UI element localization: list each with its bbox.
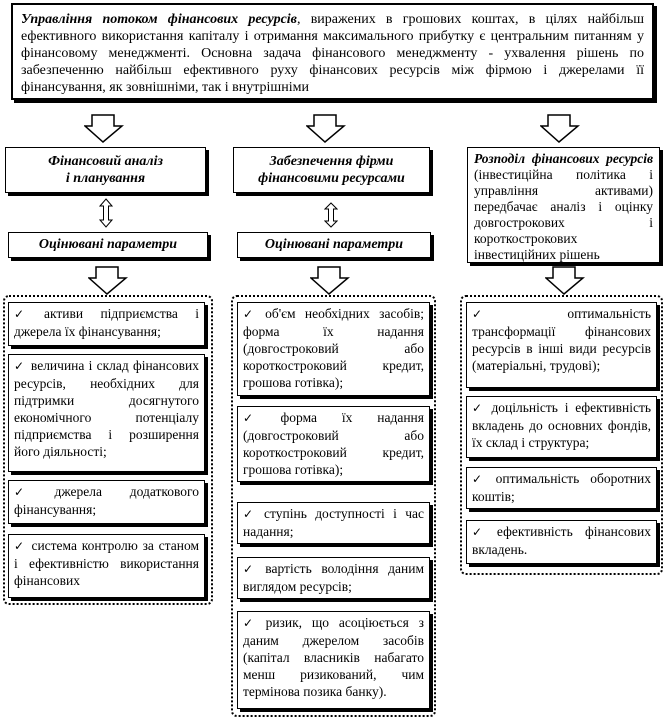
header-line: і планування bbox=[65, 171, 146, 186]
down-arrow-icon bbox=[540, 114, 580, 144]
param-box: Оцінювані параметри bbox=[237, 232, 431, 258]
param-box: Оцінювані параметри bbox=[8, 232, 208, 258]
list-item: ✓ доцільність і ефективність вкладень до основних фондів, їх склад і структура; bbox=[466, 396, 657, 458]
list-item: ✓ оптимальність трансформації фінансових ресурсів в інші види ресурсів (матеріальні, трудові); bbox=[466, 302, 657, 388]
down-arrow-icon bbox=[84, 114, 124, 144]
list-item: ✓ форма їх надання (довгостроковий або короткостроковий кредит, грошова готівка); bbox=[237, 406, 430, 482]
header-resource-provision bbox=[233, 147, 430, 193]
checkmark-icon: ✓ bbox=[472, 307, 562, 321]
header-text: (інвестиційна політика і управління активами) передбачає аналіз і оцінку довгострокових і короткострокових інвестиційних рішень bbox=[474, 167, 653, 262]
updown-arrow-icon bbox=[99, 198, 113, 228]
list-item: ✓ активи підприємства і джерела їх фінансування; bbox=[8, 302, 205, 346]
header-emphasis: Розподіл фінансових ресурсів bbox=[474, 151, 653, 166]
header-line: Фінансовий аналіз bbox=[48, 154, 163, 169]
checkmark-icon: ✓ bbox=[14, 359, 25, 373]
updown-arrow-icon bbox=[324, 202, 338, 228]
checkmark-icon: ✓ bbox=[243, 562, 260, 576]
list-item: ✓ ступінь доступності і час надання; bbox=[237, 502, 430, 544]
checkmark-icon: ✓ bbox=[243, 307, 260, 321]
checkmark-icon: ✓ bbox=[472, 472, 490, 486]
list-item: ✓ ефективність фінансових вкладень. bbox=[466, 520, 657, 564]
down-arrow-icon bbox=[306, 114, 346, 144]
header-resource-distribution bbox=[467, 147, 660, 263]
list-item: ✓ оптимальність оборотних коштів; bbox=[466, 467, 657, 509]
header-line: фінансовими ресурсами bbox=[258, 171, 405, 186]
list-item: ✓ величина і склад фінансових ресурсів, необхідних для підтримки досягнутого економічного потенціалу підприємства і розширення його діяльності; bbox=[8, 354, 205, 472]
checkmark-icon: ✓ bbox=[243, 507, 259, 521]
list-item: ✓ об'єм необхідних засобів; форма їх надання (довгостроковий або короткостроковий кредит, грошова готівка); bbox=[237, 302, 430, 396]
checkmark-icon: ✓ bbox=[472, 525, 491, 539]
list-item: ✓ система контролю за станом і ефективністю використання фінансових bbox=[8, 534, 205, 598]
list-item: ✓ джерела додаткового фінансування; bbox=[8, 480, 205, 524]
checkmark-icon: ✓ bbox=[243, 411, 275, 425]
header-financial-analysis bbox=[5, 147, 206, 193]
checkmark-icon: ✓ bbox=[14, 539, 26, 553]
main-title: Управління потоком фінансових ресурсів bbox=[21, 12, 297, 27]
list-item: ✓ вартість володіння даним виглядом ресурсів; bbox=[237, 557, 430, 599]
main-description: , виражених в грошових коштах, в цілях найбільш ефективного використання капіталу і отримання максимального прибутку є центральним питанням у фінансовому менеджменті. Основна задача фінансового менеджменту - ухвалення рішень по забезпеченню найбільш ефективного руху фінансових ресурсів між фірмою і джерелами її фінансування, як зовнішніми, так і внутрішніми bbox=[21, 12, 644, 95]
list-item: ✓ ризик, що асоціюється з даним джерелом засобів (капітал власників набагато менш ризикований, чим термінова позика банку). bbox=[237, 611, 430, 709]
main-description-box bbox=[11, 3, 654, 100]
checkmark-icon: ✓ bbox=[472, 401, 486, 415]
down-arrow-icon bbox=[88, 266, 128, 296]
header-line: Забезпечення фірми bbox=[269, 154, 394, 169]
checkmark-icon: ✓ bbox=[14, 307, 39, 321]
checkmark-icon: ✓ bbox=[243, 616, 260, 630]
down-arrow-icon bbox=[545, 266, 585, 296]
checkmark-icon: ✓ bbox=[14, 485, 49, 499]
down-arrow-icon bbox=[310, 266, 350, 296]
